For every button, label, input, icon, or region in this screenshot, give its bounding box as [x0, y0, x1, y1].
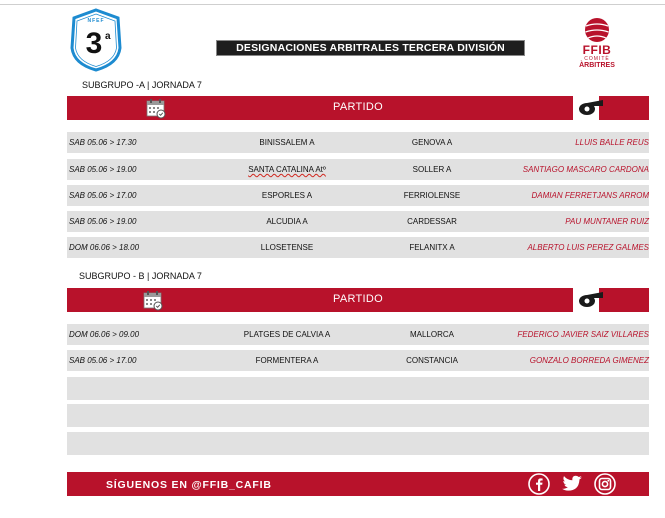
table-row — [67, 350, 649, 371]
page-title: DESIGNACIONES ARBITRALES TERCERA DIVISIÓN — [216, 40, 525, 56]
match-date: SAB 05.06 > 17.30 — [69, 138, 137, 147]
home-team: ALCUDIA A — [266, 217, 308, 226]
table-row — [67, 324, 649, 345]
facebook-icon[interactable] — [528, 473, 550, 495]
division-badge — [68, 8, 124, 72]
whistle-icon — [573, 288, 609, 312]
group-b-header — [67, 288, 649, 312]
badge-superscript: a — [105, 31, 111, 42]
logo-sub2-text: ÀRBITRES — [579, 62, 615, 69]
match-date: SAB 05.06 > 19.00 — [69, 217, 137, 226]
table-row-empty — [67, 404, 649, 427]
table-row — [67, 211, 649, 232]
twitter-icon[interactable] — [558, 473, 584, 495]
home-team: BINISSALEM A — [259, 138, 315, 147]
referee-name: LLUIS BALLE REUS — [575, 138, 649, 147]
home-team-text: SANTA CATALINA Atº — [248, 165, 326, 174]
footer-text: SÍGUENOS EN @FFIB_CAFIB — [106, 479, 272, 491]
table-row — [67, 185, 649, 206]
away-team: CARDESSAR — [407, 217, 457, 226]
referee-name: SANTIAGO MASCARO CARDONA — [522, 165, 649, 174]
home-team — [207, 165, 367, 174]
logo-sub-text: COMITÈ — [584, 56, 610, 62]
referee-name: PAU MUNTANER RUIZ — [565, 217, 649, 226]
whistle-icon — [573, 96, 609, 120]
table-row — [67, 132, 649, 153]
group-a-header-title: PARTIDO — [333, 101, 383, 113]
away-team: SOLLER A — [412, 165, 452, 174]
home-team: LLOSETENSE — [260, 243, 314, 252]
group-b-header-title: PARTIDO — [333, 293, 383, 305]
table-row-empty — [67, 377, 649, 400]
table-row-empty — [67, 432, 649, 455]
referee-name: GONZALO BORREDA GIMENEZ — [529, 356, 649, 365]
table-row — [67, 237, 649, 258]
group-b-label: SUBGRUPO - B | JORNADA 7 — [79, 271, 202, 281]
group-a-label: SUBGRUPO -A | JORNADA 7 — [82, 80, 202, 90]
home-team: FORMENTERA A — [255, 356, 319, 365]
badge-number: 3 — [85, 27, 103, 60]
match-date: SAB 05.06 > 19.00 — [69, 165, 137, 174]
table-row — [67, 159, 649, 180]
away-team: CONSTANCIA — [406, 356, 458, 365]
away-team: GENOVA A — [411, 138, 453, 147]
home-team: PLATGES DE CALVIA A — [243, 330, 331, 339]
group-a-header — [67, 96, 649, 120]
match-date: SAB 05.06 > 17.00 — [69, 191, 137, 200]
away-team: FERRIOLENSE — [403, 191, 461, 200]
ffib-ball-icon — [581, 16, 613, 44]
ffib-logo — [575, 16, 619, 74]
match-date: DOM 06.06 > 18.00 — [69, 243, 140, 252]
away-team: MALLORCA — [409, 330, 454, 339]
instagram-icon[interactable] — [594, 473, 616, 495]
referee-name: DAMIAN FERRETJANS ARROM — [531, 191, 649, 200]
referee-name: ALBERTO LUIS PEREZ GALMES — [527, 243, 649, 252]
logo-main-text: FFIB — [582, 43, 612, 57]
home-team: ESPORLES A — [261, 191, 313, 200]
match-date: SAB 05.06 > 17.00 — [69, 356, 137, 365]
top-divider — [0, 4, 665, 5]
footer-bar — [67, 472, 649, 496]
referee-name: FEDERICO JAVIER SAIZ VILLARES — [517, 330, 649, 339]
match-date: DOM 06.06 > 09.00 — [69, 330, 140, 339]
away-team: FELANITX A — [409, 243, 455, 252]
badge-top-text: NFEF — [87, 18, 105, 24]
